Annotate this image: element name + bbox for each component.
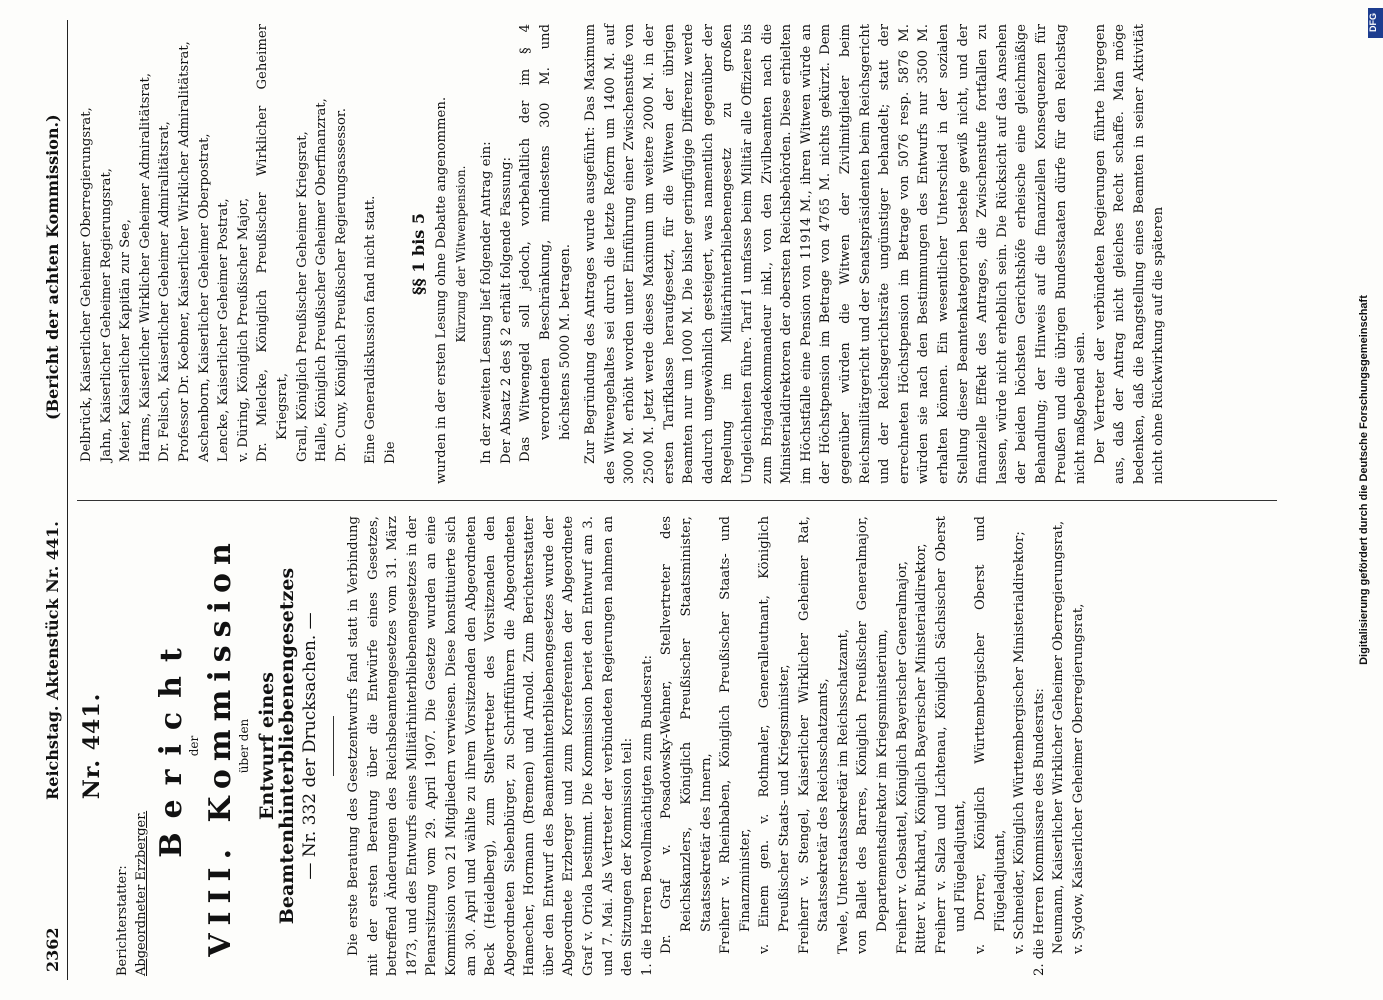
list-item: Harms, Kaiserlicher Wirklicher Geheimer Admiralitätsrat, (137, 72, 153, 462)
document-number: Nr. 441. (79, 692, 105, 800)
der-text: der (187, 735, 202, 757)
list-item: Halle, Königlich Preußischer Geheimer Oberfinanzrat, (314, 98, 330, 462)
list-item: Freiherr v. Salza und Lichtenau, Königlich Sächsischer Oberst und Flügeladjutant, (933, 516, 969, 954)
page-header (41, 20, 68, 980)
begruendung-paragraph: Zur Begründung des Antrages wurde ausgeführt: Das Maximum des Witwengehaltes sei durch die letzte Reform um 1400 M. auf 3000 M. erhöht worden unter Einführung einer Zwischenstufe von 2500 M. Jetzt werde dieses Maximum um weitere 2000 M. in der ersten Tarifklasse heraufgesetzt, für die Witwen der übrigen Beamten nur um 1000 M. Die bisher geringfügige Differenz werde dadurch ungewöhnlich gesteigert, was namentlich gegenüber der Regelung im Militärhinterbliebenengesetz zu großen Ungleichheiten führe. Tarif 1 umfasse beim Militär alle Offiziere bis zum Brigadekommandeur inkl., von den Zivilbeamten nach die Ministerialdirektoren der obersten Reichsbehörden. Diese erhielten im Höchstfalle eine Pension von 11914 M., ihren Witwen würde an der Höchstpension im Betrage von 4765 M. nichts gekürzt. Dem gegenüber würden die Witwen der Zivilmitglieder beim Reichsmilitärgericht und der Senatspräsidenten beim Reichsgericht und der Reichsgerichtsräte ungünstiger behandelt; statt der errechneten Höchstpension im Betrage von 5076 resp. 5876 M. würden sie nach den Bestimmungen des Entwurfs nur 3500 M. erhalten können. Ein wesentlicher Unterschied in der sozialen Stellung dieser Beamtenkategorien bestehe gewiß nicht, und der finanzielle Effekt des Antrages, die Zwischenstufe fortfallen zu lassen, würde nicht erheblich sein. Die Rücksicht auf das Ansehen der beiden höchsten Gerichtshöfe erheische eine gleichmäßige Behandlung; der Hinweis auf die finanziellen Konsequenzen für Preußen und die übrigen Bundesstaaten dürfe für den Reichstag nicht maßgebend sein. (583, 24, 1089, 484)
list-item: v. Sydow, Kaiserlicher Geheimer Oberregierungsrat, (1070, 603, 1086, 954)
separator-rule (333, 716, 334, 776)
list-item: Dr. Cuny, Königlich Preußischer Regierungsassessor. (333, 108, 349, 462)
header-right-title: (Bericht der achten Kommission.) (43, 114, 62, 420)
list-item: von Ballet des Barres, Königlich Preußischer Generalmajor, Departementsdirektor im Kriegsministerium, (855, 516, 890, 954)
bericht-heading: Bericht (153, 634, 189, 858)
list-item: Aschenborn, Kaiserlicher Geheimer Oberpostrat, (196, 133, 212, 462)
generaldiskussion-text: Eine Generaldiskussion fand nicht statt. (363, 195, 379, 464)
ueber-text: über den (236, 718, 251, 774)
intro-paragraph: Die erste Beratung des Gesetzentwurfs fand statt in Verbindung mit der ersten Beratung über die Entwürfe eines Gesetzes, betreffend Änderungen des Reichsbeamtengesetzes vom 31. März 1873, und des Entwurfs eines Militärhinterbliebenengesetzes in der Plenarsitzung vom 29. April 1907. Die Gesetze wurden an eine Kommission von 21 Mitgliedern verwiesen. Diese konstituierte sich am 30. April und wählte zu ihrem Vorsitzenden den Abgeordneten Beck (Heidelberg), zum Stellvertreter des Vorsitzenden den Abgeordneten Siebenbürger, zu Schriftführern die Abgeordneten Hamecher, Hormann (Bremen) und Arnold. Zum Berichterstatter über den Entwurf des Beamtenhinterbliebenengesetzes wurde der Abgeordnete Erzberger und zum Korreferenten der Abgeordnete Graf v. Oriola bestimmt. Die Kommission beriet den Entwurf am 3. und 7. Mai. Als Vertreter der verbündeten Regierungen nahmen an den Sitzungen der Kommission teil: (345, 516, 636, 976)
berichterstatter-name: Abgeordneter Erzberger. (134, 810, 150, 976)
list-item: Ritter v. Burkhard, Königlich Bayerischer Ministerialdirektor, (914, 543, 930, 954)
list-item: Freiherr v. Gebsattel, Königlich Bayerischer Generalmajor, (894, 560, 910, 954)
digitization-text: Digitalisierung gefördert durch die Deutsche Forschungsgemeinschaft (1358, 295, 1370, 665)
rotated-document-page (41, 20, 1341, 980)
column-divider (77, 500, 1277, 501)
vertreter-paragraph: Der Vertreter der verbündeten Regierungen führte hiergegen aus, daß der Antrag nicht gleiches Recht schaffe. Man möge bedenken, daß die Rangstellung eines Beamten in seiner Aktivität nicht ohne Rückwirkung auf die späteren (1092, 24, 1167, 484)
dfg-logo: DFG (1368, 8, 1383, 38)
list-item: Twele, Unterstaatssekretär im Reichsschatzamt, (835, 628, 851, 954)
list-item: Professor Dr. Koebner, Kaiserlicher Wirklicher Admiralitätsrat, (176, 41, 192, 462)
list-item: Freiherr v. Rheinbaben, Königlich Preußischer Staats- und Finanzminister, (718, 516, 753, 954)
list-item: Dr. Felisch, Kaiserlicher Geheimer Admiralitätsrat, (157, 121, 173, 462)
entwurf-heading: Entwurf eines Beamtenhinterbliebenengesetzes (256, 567, 298, 925)
die-text: Die (382, 441, 398, 464)
page-number: 2362 (43, 927, 62, 972)
header-title: Reichstag. Aktenstück Nr. 441. (43, 521, 62, 800)
section-subtitle: Kürzung der Witwenpension. (453, 165, 468, 343)
list1-heading: 1. die Herren Bevollmächtigten zum Bundesrat: (639, 655, 655, 976)
fassung-text: Das Witwengeld soll jedoch, vorbehaltlich der im § 4 verordneten Beschränkung, mindestens 300 M. und höchstens 5000 M. betragen. (518, 24, 573, 462)
list-item: Neumann, Kaiserlicher Wirklicher Geheimer Oberregierungsrat, (1051, 520, 1067, 954)
list-item: v. Schneider, Königlich Württembergischer Ministerialdirektor; (1012, 531, 1028, 954)
list2-heading: 2. die Herren Kommissare des Bundesrats: (1031, 688, 1047, 976)
list-item: Freiherr v. Stengel, Kaiserlicher Wirklicher Geheimer Rat, Staatssekretär des Reichsschatzamts, (796, 516, 832, 954)
zweite-lesung-text: In der zweiten Lesung lief folgender Antrag ein: (479, 141, 495, 464)
list-item: Dr. Mielcke, Königlich Preußischer Wirklicher Geheimer Kriegsrat, (255, 24, 290, 462)
paragraph-range: §§ 1 bis 5 (408, 213, 428, 295)
list-item: v. Düring, Königlich Preußischer Major, (235, 197, 251, 462)
angenommen-text: wurden in der ersten Lesung ohne Debatte angenommen. (434, 96, 450, 484)
list-item: Jahn, Kaiserlicher Geheimer Regierungsrat, (98, 168, 114, 462)
list-item: v. Einem gen. v. Rothmaler, Generalleutnant, Königlich Preußischer Staats- und Kriegsminister, (757, 516, 792, 954)
left-column (77, 516, 1089, 976)
absatz-text: Der Absatz 2 des § 2 erhält folgende Fassung: (498, 157, 514, 464)
berichterstatter-label: Berichterstatter: (114, 865, 130, 976)
list-item: Lencke, Kaiserlicher Geheimer Postrat, (216, 198, 232, 462)
list-item: Delbrück, Kaiserlicher Geheimer Oberregierungsrat, (79, 107, 94, 462)
list-item: Grall, Königlich Preußischer Geheimer Kriegsrat, (294, 131, 310, 462)
digitization-note (1355, 10, 1373, 950)
list-item: v. Dorrer, Königlich Württembergischer Oberst und Flügeladjutant, (972, 516, 1008, 954)
drucksachen-reference: — Nr. 332 der Drucksachen. — (300, 612, 321, 880)
list-item: Meier, Kaiserlicher Kapitän zur See, (118, 219, 134, 462)
kommission-heading: VIII. Kommission (202, 535, 238, 957)
right-column (77, 24, 1169, 484)
list-item: Dr. Graf v. Posadowsky-Wehner, Stellvertreter des Reichskanzlers, Königlich Preußischer Staatsminister, Staatssekretär des Innern, (659, 516, 714, 954)
